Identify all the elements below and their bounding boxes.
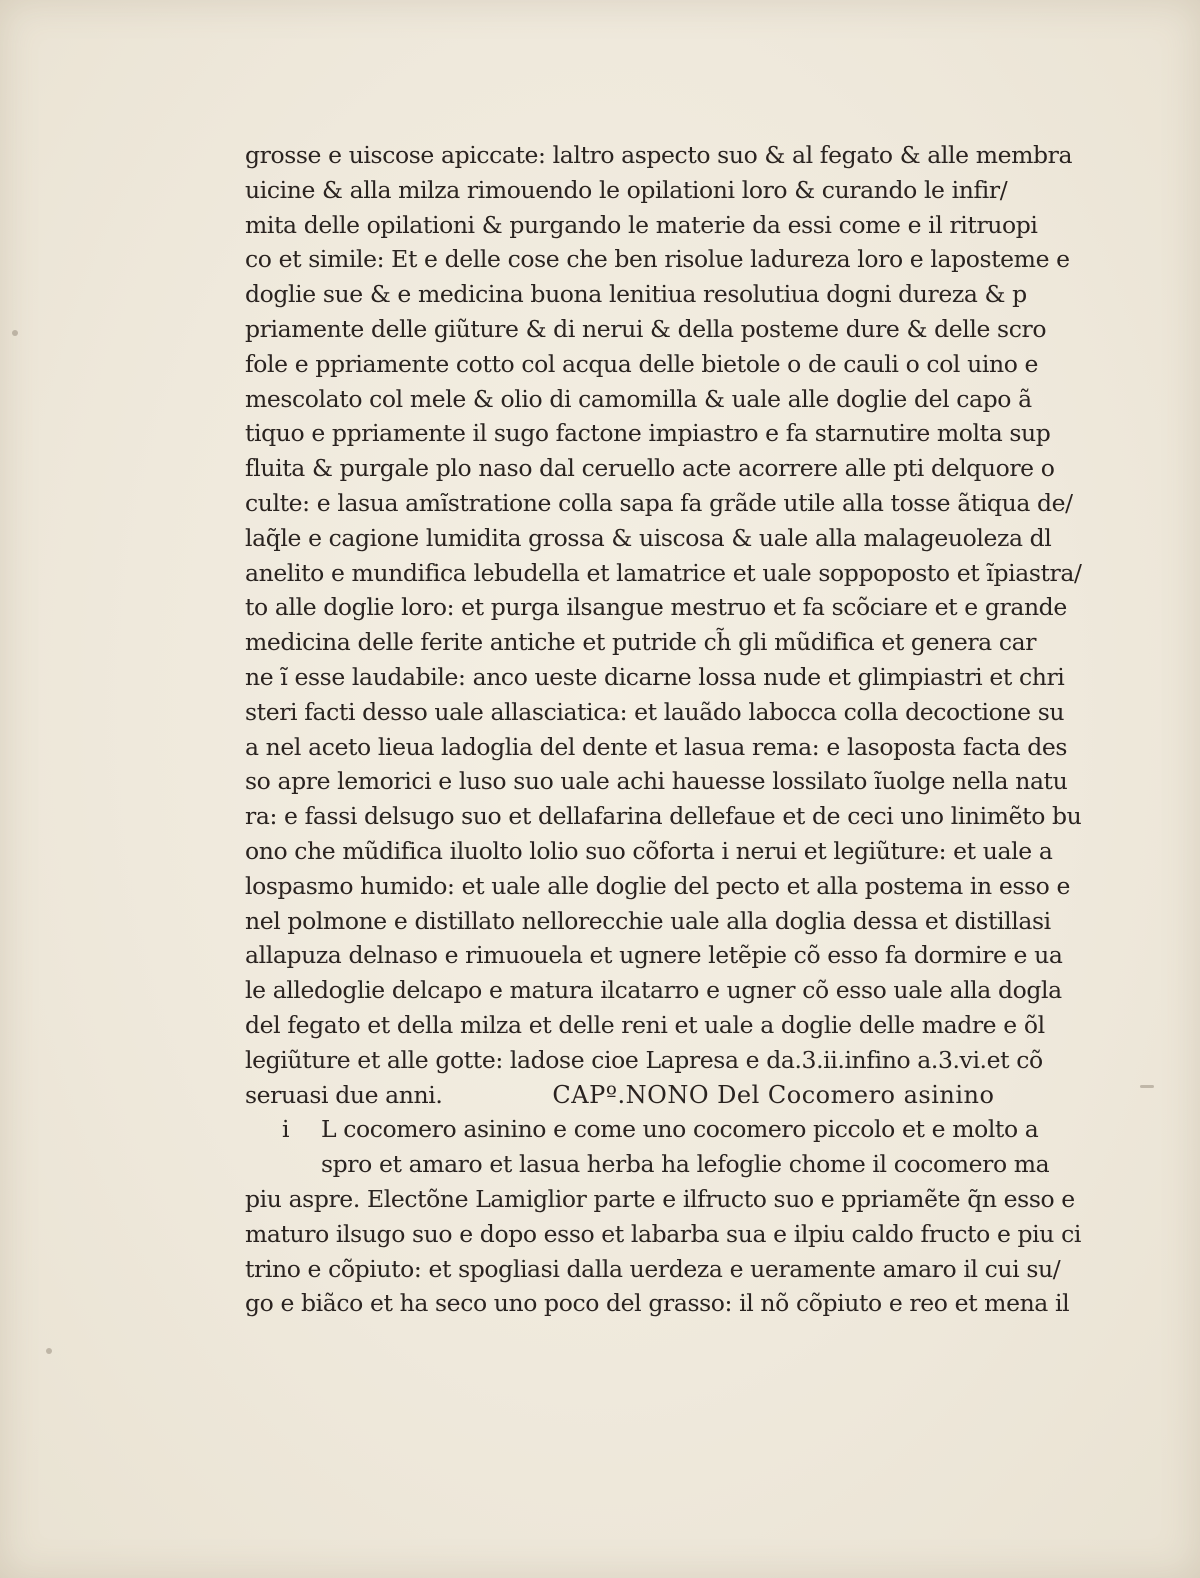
text-line: ra: e fassi delsugo suo et dellafarina dellefaue et de ceci uno linimẽto bu (245, 802, 1082, 831)
text-line: so apre lemorici e luso suo uale achi hauesse lossilato ĩuolge nella natu (245, 767, 1068, 796)
text-line: grosse e uiscose apiccate: laltro aspecto suo & al fegato & alle membra (245, 141, 1073, 169)
text-line: steri facti desso uale allasciatica: et lauãdo labocca colla decoctione su (245, 697, 1065, 726)
ink-smudge (46, 1348, 52, 1354)
text-line: anelito e mundifica lebudella et lamatrice et uale soppoposto et ĩpiastra/ (245, 558, 1082, 587)
text-line: piu aspre. Electõne Lamiglior parte e ilfructo suo e ppriamẽte q̃n esso e (245, 1184, 1075, 1213)
text-line: le alledoglie delcapo e matura ilcatarro e ugner cõ esso uale alla dogla (245, 976, 1062, 1005)
text-line: a nel aceto lieua ladoglia del dente et lasua rema: e lasoposta facta des (245, 732, 1068, 761)
text-line: culte: e lasua amĩstratione colla sapa fa grãde utile alla tosse ãtiqua de/ (245, 488, 1073, 517)
text-line: seruasi due anni. (245, 1080, 443, 1109)
text-line: trino e cõpiuto: et spogliasi dalla uerdeza e ueramente amaro il cui su/ (245, 1254, 1061, 1283)
text-line: laq̃le e cagione lumidita grossa & uiscosa & uale alla malageuoleza dl (245, 523, 1052, 552)
text-line: doglie sue & e medicina buona lenitiua resolutiua dogni dureza & p (245, 280, 1027, 309)
text-line: mita delle opilationi & purgando le materie da essi come e il ritruopi (245, 210, 1038, 239)
chapter-first-line (245, 1112, 1085, 1147)
text-line: nel polmone e distillato nellorecchie uale alla doglia dessa et distillasi (245, 906, 1051, 935)
text-line: medicina delle ferite antiche et putride ch̃ gli mũdifica et genera car (245, 628, 1037, 657)
text-line: to alle doglie loro: et purga ilsangue mestruo et fa scõciare et e grande (245, 593, 1067, 622)
text-line: go e biãco et ha seco uno poco del grasso: il nõ cõpiuto e reo et mena il (245, 1289, 1070, 1318)
text-line: legiũture et alle gotte: ladose cioe Lapresa e da.3.ii.infino a.3.vi.et cõ (245, 1045, 1043, 1074)
text-line: mescolato col mele & olio di camomilla & uale alle doglie del capo ã (245, 384, 1032, 413)
text-line: maturo ilsugo suo e dopo esso et labarba sua e ilpiu caldo fructo e piu ci (245, 1219, 1081, 1248)
text-line: priamente delle giũture & di nerui & della posteme dure & delle scro (245, 314, 1047, 343)
text-line: fluita & purgale plo naso dal ceruello acte acorrere alle pti delquore o (245, 454, 1055, 483)
ink-smudge (12, 330, 18, 336)
text-line: fole e ppriamente cotto col acqua delle bietole o de cauli o col uino e (245, 349, 1039, 378)
ink-smudge (1140, 1085, 1154, 1088)
text-line: spro et amaro et lasua herba ha lefoglie chome il cocomero ma (321, 1150, 1050, 1179)
text-line: lospasmo humido: et uale alle doglie del pecto et alla postema in esso e (245, 871, 1071, 900)
text-line: L cocomero asinino e come uno cocomero piccolo et e molto a (321, 1115, 1039, 1144)
initial-guide-letter: i (282, 1115, 290, 1144)
text-line: allapuza delnaso e rimuouela et ugnere letẽpie cõ esso fa dormire e ua (245, 941, 1063, 970)
text-column (245, 138, 1085, 1321)
text-line: uicine & alla milza rimouendo le opilationi loro & curando le infir/ (245, 175, 1008, 204)
chapter-heading: CAPº.NONO Del Cocomero asinino (552, 1080, 995, 1109)
text-line: ono che mũdifica iluolto lolio suo cõforta i nerui et legiũture: et uale a (245, 836, 1053, 865)
text-line: co et simile: Et e delle cose che ben risolue ladureza loro e laposteme e (245, 245, 1070, 274)
text-line: tiquo e ppriamente il sugo factone impiastro e fa starnutire molta sup (245, 419, 1051, 448)
text-line: del fegato et della milza et delle reni et uale a doglie delle madre e õl (245, 1010, 1045, 1039)
chapter-second-line (245, 1147, 1085, 1182)
text-line: ne ĩ esse laudabile: anco ueste dicarne lossa nude et glimpiastri et chri (245, 662, 1065, 691)
chapter-heading-line (245, 1078, 1085, 1113)
